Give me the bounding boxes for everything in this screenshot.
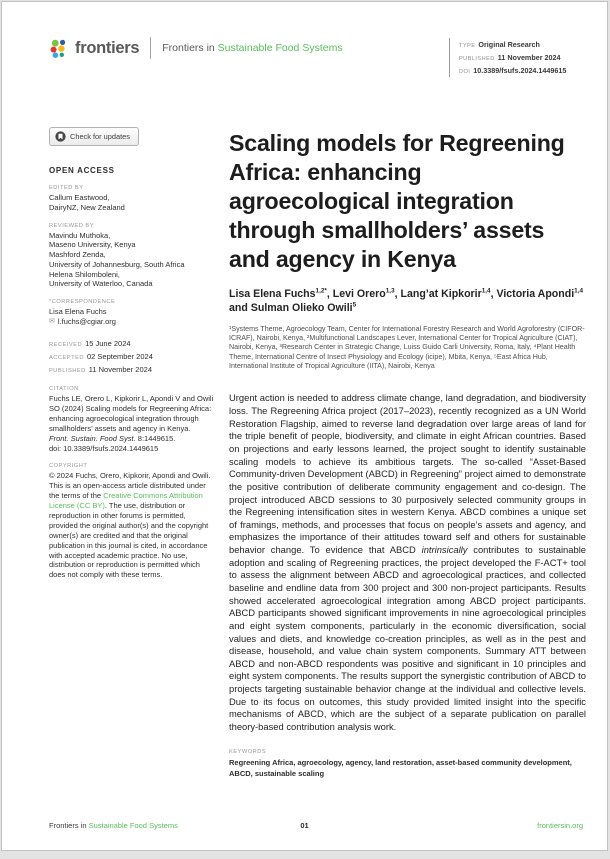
author-affil-marker: 1,2* — [315, 287, 327, 294]
crossmark-icon — [55, 131, 66, 142]
article-meta — [449, 38, 599, 77]
meta-type-label: TYPE — [459, 43, 476, 49]
correspondence-block — [49, 307, 215, 327]
received-label: RECEIVED — [49, 341, 83, 348]
abstract-part2: contributes to sustainable adoption and scaling of Regreening practices, the project developed the F-ACT+ tool to assess the alignment between ABCD and agroecological practices, and collected baseline and endline data from 300 project and 300 non-project participants. Results showed accelerated agroecological integration among ABCD project participants. ABCD participants showed significant improvements in nine agroecological principles and eight system components, particularly in the economic diversification, social values and diets, and knowledge co-creation principles, as well as in the pest and disease, household, and value chain system components. Summary ATT between ABCD and non-ABCD respondents was positive and significant in 10 principles and eight system components. The results support the synergistic contribution of ABCD to projects targeting sustainable behavior change at the individual and collective levels. Due to its focus on outcomes, this study provided limited insight into the specific mechanisms of ABCD, which are the subject of a separate publication on parallel theory-based contribution analysis work. — [229, 544, 586, 733]
accepted-label: ACCEPTED — [49, 354, 84, 361]
author-name: , Victoria Apondi — [490, 287, 575, 300]
meta-doi — [459, 64, 599, 77]
journal-title — [162, 42, 342, 54]
meta-type-value: Original Research — [478, 40, 540, 49]
abstract-part1: Urgent action is needed to address climate change, land degradation, and biodiversity loss. The Regreening Africa project (2017–2023), recently recognized as a UN World Restoration Flagship, aimed to reverse land degradation over large areas of land for the triple benefit of people, biodiversity, and climate in eight African countries. Based on projections and early lessons learned, the project sought to identify sustainable scaling models to achieve its ambitious targets. The so-called “Asset-Based Community-driven Development (ABCD) in Regreening” project aimed to demonstrate the positive contribution of deliberate community engagement and co-design. The project introduced ABCD sessions to 30 purposively selected community groups in the Regreening intensification sites in western Kenya. ABCD combines a unique set of framings, methods, and processes that focus on people’s assets and agency, and emphasizes the importance of their attitudes toward self and others for sustainable behavior change. To evidence that ABCD — [229, 392, 586, 556]
reviewer-affiliation: University of Waterloo, Canada — [49, 279, 153, 289]
header — [49, 37, 343, 59]
reviewer-affiliation: Maseno University, Kenya — [49, 240, 136, 250]
citation-text — [49, 394, 215, 453]
reviewed-by-label: REVIEWED BY — [49, 222, 95, 229]
header-divider — [150, 37, 151, 59]
author-affil-marker: 1,4 — [481, 287, 491, 294]
abstract — [229, 392, 586, 733]
author-name: and Sulman Olieko Owili — [229, 301, 353, 314]
frontiers-wordmark: frontiers — [75, 38, 140, 57]
keywords-text: Regreening Africa, agroecology, agency, land restoration, asset-based community development, ABCD, sustainable scaling — [229, 757, 572, 778]
correspondence-email-link[interactable]: l.fuchs@cgiar.org — [57, 316, 116, 326]
cc-by-license-link[interactable]: Creative Commons Attribution License (CC BY) — [49, 491, 203, 511]
page-footer — [2, 821, 607, 833]
author-list — [229, 287, 586, 316]
citation-volume: 8:1449615. — [135, 433, 176, 443]
author-name: , Levi Orero — [326, 287, 386, 300]
edited-by-list — [49, 193, 215, 213]
meta-doi-label: DOI — [459, 69, 471, 75]
reviewer-name: Mashford Zenda, — [49, 250, 106, 259]
abstract-italic: intrinsically — [421, 544, 468, 556]
editor-affiliation: DairyNZ, New Zealand — [49, 202, 125, 212]
page — [1, 1, 608, 851]
author-affil-marker: 5 — [352, 301, 357, 309]
footer-journal-name: Sustainable Food Systems — [88, 821, 178, 830]
copyright-part2: . The use, distribution or reproduction in other forums is permitted, provided the original author(s) and the copyright owner(s) are credited and that the original publication in this journal is cited, in accordance with accepted academic practice. No use, distribution or reproduction is permitted which does not comply with these terms. — [49, 501, 209, 580]
meta-type — [459, 38, 599, 51]
correspondence-email-row — [49, 317, 215, 327]
check-for-updates-label: Check for updates — [70, 132, 130, 141]
citation-label: CITATION — [49, 386, 79, 393]
accepted-value: 02 September 2024 — [86, 351, 153, 361]
published-row — [49, 363, 215, 376]
meta-published-label: PUBLISHED — [459, 56, 495, 62]
keywords-label: KEYWORDS — [229, 748, 267, 755]
meta-doi-value: 10.3389/fsufs.2024.1449615 — [473, 66, 567, 75]
journal-prefix: Frontiers in — [162, 42, 215, 54]
received-row — [49, 337, 215, 350]
check-for-updates-button[interactable] — [49, 127, 139, 146]
correspondence-label: *CORRESPONDENCE — [49, 299, 116, 305]
published-label: PUBLISHED — [49, 367, 86, 374]
editor-name: Callum Eastwood, — [49, 193, 110, 202]
frontiers-logo-icon — [49, 38, 69, 59]
copyright-part1: © 2024 Fuchs, Orero, Kipkorir, Apondi and Owili. This is an open-access article distributed under the terms of the — [49, 471, 211, 501]
published-value: 11 November 2024 — [88, 364, 152, 374]
frontiersin-org-link[interactable]: frontiersin.org — [537, 821, 583, 830]
received-value: 15 June 2024 — [85, 338, 131, 348]
affiliations: ¹Systems Theme, Agroecology Team, Center for International Forestry Research and World Agroforestry (CIFOR-ICRAF), Nairobi, Kenya, ²Multifunctional Landscapes Lever, International Center for Tropical Agriculture (CIAT), Nairobi, Kenya, ³Research Center in Strategic Change, Luiss Guido Carli University, Roma, Italy, ⁴Plant Health Theme, International Centre of Insect Physiology and Ecology (icipe), Mbita, Kenya, ⁵East Africa Hub, International Institute of Tropical Agriculture (IITA), Nairobi, Kenya — [229, 324, 585, 371]
copyright-text — [49, 471, 215, 580]
sidebar — [49, 127, 215, 580]
reviewed-by-list — [49, 231, 215, 290]
author — [395, 288, 491, 300]
author — [229, 288, 327, 300]
accepted-row — [49, 350, 215, 363]
reviewer-affiliation: University of Johannesburg, South Africa — [49, 259, 185, 269]
author-name: , Lang’at Kipkorir — [394, 287, 482, 300]
meta-published — [459, 51, 599, 64]
journal-name: Sustainable Food Systems — [217, 42, 343, 54]
citation-body: Fuchs LE, Orero L, Kipkorir L, Apondi V and Owili SO (2024) Scaling models for Regreening Africa: enhancing agroecological integration through smallholders’ assets and agency in Kenya. — [49, 394, 214, 433]
author — [491, 288, 583, 300]
author-affil-marker: 1,3 — [385, 287, 395, 294]
meta-published-value: 11 November 2024 — [497, 53, 561, 62]
article-title: Scaling models for Regreening Africa: enhancing agroecological integration through smallholders’ assets and agency in Kenya — [229, 130, 565, 272]
page-number: 01 — [300, 821, 309, 830]
reviewer-name: Helena Shilomboleni, — [49, 269, 120, 279]
open-access-badge: OPEN ACCESS — [49, 166, 115, 175]
edited-by-label: EDITED BY — [49, 185, 84, 191]
author-name: Lisa Elena Fuchs — [229, 287, 316, 300]
copyright-label: COPYRIGHT — [49, 463, 88, 470]
envelope-icon: ✉ — [49, 318, 55, 326]
footer-journal-prefix: Frontiers in — [49, 821, 87, 830]
author — [229, 302, 356, 314]
citation-doi: doi: 10.3389/fsufs.2024.1449615 — [49, 443, 159, 453]
reviewer-name: Mavindu Muthoka, — [49, 230, 111, 240]
dates-block — [49, 337, 215, 377]
citation-journal: Front. Sustain. Food Syst. — [49, 433, 136, 443]
author — [327, 288, 395, 300]
author-affil-marker: 1,4 — [574, 287, 584, 294]
correspondence-name: Lisa Elena Fuchs — [49, 307, 107, 316]
article-body — [229, 129, 586, 779]
